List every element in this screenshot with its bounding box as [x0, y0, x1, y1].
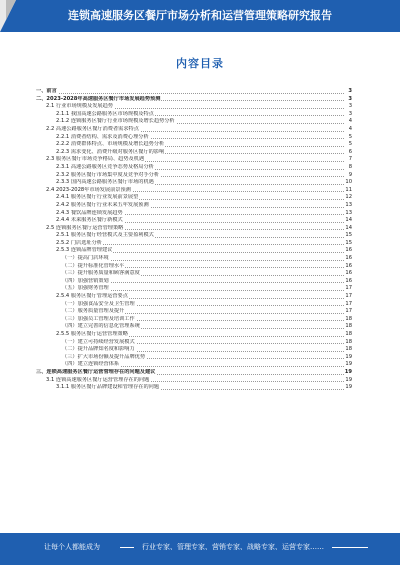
- toc-entry[interactable]: [36, 156, 352, 164]
- toc-entry-text: 2.5.3 连锁品牌管理建议: [56, 247, 113, 254]
- toc-entry-page: 5: [348, 141, 352, 148]
- toc-entry-page: 3: [348, 88, 352, 94]
- toc-entry[interactable]: [36, 88, 352, 96]
- toc-entry[interactable]: [36, 247, 352, 255]
- toc-entry-text: （三）提升服务质量和顾客满意度: [62, 270, 140, 277]
- toc-entry-page: 16: [345, 255, 352, 262]
- toc-entry[interactable]: [36, 202, 352, 210]
- toc-entry-page: 18: [345, 315, 352, 322]
- toc-entry-page: 19: [345, 384, 352, 391]
- toc-entry-page: 3: [348, 95, 352, 102]
- toc-entry-page: 16: [345, 262, 352, 269]
- toc-entry-text: （四）建立完善的信息化管理系统: [62, 323, 140, 330]
- toc-entry-page: 13: [345, 201, 352, 208]
- toc-entry-text: （五）加强财务管理: [62, 285, 109, 292]
- report-title: 连锁高速服务区餐厅市场分析和运营管理策略研究报告: [68, 9, 332, 22]
- toc-entry-text: 2.5.1 服务区餐厅经营模式及主要盈利模式: [56, 232, 154, 239]
- toc-entry-text: 2.3 服务区餐厅市场竞争格局、趋势及机遇: [46, 156, 145, 163]
- toc-entry[interactable]: [36, 293, 352, 301]
- toc-entry-text: 2.2.1 消费者结构、需求及消费心理分析: [56, 133, 149, 140]
- toc-entry-page: 9: [348, 171, 352, 178]
- toc-entry-page: 17: [345, 300, 352, 307]
- toc-leader-dots: [36, 93, 344, 94]
- toc-entry-page: 16: [345, 247, 352, 254]
- toc-entry-page: 13: [345, 209, 352, 216]
- toc-entry-page: 12: [345, 194, 352, 201]
- toc-entry-text: 2.1.1 我国高速公路服务区市场规模及特点: [56, 110, 154, 117]
- toc-entry-text: 2.3.3 国内高速公路服务区餐厅市场的机遇: [56, 179, 154, 186]
- footer-divider-right: [332, 547, 368, 548]
- toc-entry-text: （四）加强营销策划: [62, 277, 109, 284]
- toc-entry-page: 18: [345, 331, 352, 337]
- toc-entry-text: （二）服务质量管理及提升: [62, 308, 125, 315]
- toc-entry[interactable]: [36, 301, 352, 309]
- toc-entry-page: 16: [345, 277, 352, 284]
- toc-entry-page: 8: [348, 163, 352, 170]
- toc-entry-text: 2.5.4 服务区餐厅管理运营要点: [56, 293, 128, 300]
- toc-entry[interactable]: [36, 111, 352, 119]
- toc-entry-page: 6: [348, 148, 352, 155]
- toc-entry-page: 17: [345, 308, 352, 315]
- toc-entry-page: 19: [344, 368, 352, 375]
- toc-entry-page: 16: [345, 270, 352, 277]
- toc-entry-text: （二）提升标准化管理水平: [62, 262, 125, 269]
- toc-entry[interactable]: [36, 134, 352, 142]
- toc-entry-text: 2.3.2 服务区餐厅市场集中度及竞争对手分析: [56, 171, 160, 178]
- footer-banner: [0, 533, 400, 565]
- toc-entry[interactable]: [36, 285, 352, 293]
- toc-entry[interactable]: [36, 232, 352, 240]
- toc-entry-text: （一）提高门店环境: [62, 255, 109, 262]
- toc-entry[interactable]: [36, 96, 352, 104]
- toc-entry-page: 14: [345, 217, 352, 224]
- toc-entry[interactable]: [36, 172, 352, 180]
- toc-entry-text: 2.4.1 服务区餐厅行业发展前景展望: [56, 194, 139, 201]
- table-of-contents: [36, 88, 352, 392]
- toc-entry-text: 2.5.5 服务区餐厅运营管理策略: [56, 331, 128, 337]
- toc-entry-page: 19: [345, 376, 352, 383]
- toc-entry-text: 3.1.1 服务区餐厅品牌建设和管理存在的问题: [56, 384, 160, 391]
- toc-entry-text: 2.2 高速公路服务区餐厅消费者需求特点: [46, 125, 139, 132]
- toc-entry[interactable]: [36, 141, 352, 149]
- toc-entry[interactable]: [36, 225, 352, 233]
- toc-entry-page: 18: [345, 346, 352, 353]
- toc-entry-text: 三、连锁高速服务区餐厅运营管理存在的问题及建议: [36, 368, 156, 375]
- toc-entry-text: 2.4.2 服务区餐厅行业未来五年发展预测: [56, 201, 149, 208]
- toc-entry-page: 7: [348, 156, 352, 163]
- toc-entry-text: 3.1 连锁高速服务区餐厅运营管理存在的问题: [46, 376, 150, 383]
- toc-entry-text: 2.5 连锁服务区餐厅运营管理策略: [46, 224, 124, 231]
- toc-entry[interactable]: [36, 339, 352, 347]
- footer-slogan-right: 行业专家、管理专家、营销专家、战略专家、运营专家……: [142, 543, 324, 551]
- toc-entry[interactable]: [36, 308, 352, 316]
- toc-entry-page: 17: [345, 293, 352, 300]
- toc-entry-text: （二）提升品牌知名度和影响力: [62, 346, 135, 353]
- toc-entry[interactable]: [36, 384, 352, 392]
- toc-entry[interactable]: [36, 240, 352, 248]
- toc-entry[interactable]: [36, 278, 352, 286]
- toc-entry-page: 19: [345, 361, 352, 368]
- toc-entry[interactable]: [36, 331, 352, 339]
- footer-slogan-left: 让每个人都能成为: [44, 543, 100, 551]
- toc-entry-page: 4: [348, 118, 352, 125]
- toc-entry[interactable]: [36, 377, 352, 385]
- toc-heading: 内容目录: [176, 57, 224, 70]
- toc-entry[interactable]: [36, 346, 352, 354]
- toc-entry-page: 18: [345, 338, 352, 345]
- toc-entry-text: 2.4.3 餐饮品牌连锁发展趋势: [56, 209, 123, 216]
- toc-entry[interactable]: [36, 210, 352, 218]
- toc-entry-page: 5: [348, 133, 352, 140]
- toc-entry-page: 15: [345, 232, 352, 239]
- toc-entry[interactable]: [36, 194, 352, 202]
- toc-entry-page: 3: [348, 110, 352, 117]
- toc-entry[interactable]: [36, 354, 352, 362]
- toc-entry-text: 2.2.2 消费群体特点、市场规模及增长趋势分析: [56, 141, 165, 148]
- toc-entry-page: 4: [348, 125, 352, 132]
- footer-divider: [120, 547, 134, 548]
- toc-entry[interactable]: [36, 369, 352, 377]
- toc-entry-page: 15: [345, 239, 352, 246]
- toc-entry[interactable]: [36, 263, 352, 271]
- toc-entry[interactable]: [36, 103, 352, 111]
- toc-entry[interactable]: [36, 179, 352, 187]
- toc-entry-text: （四）建立连锁经营体系: [62, 361, 120, 368]
- toc-entry-page: 11: [345, 186, 352, 193]
- toc-entry-page: 17: [345, 285, 352, 292]
- toc-entry-text: （三）加强员工管理及培训工作: [62, 315, 135, 322]
- toc-entry-text: 2.1.2 连锁服务区餐厅行业市场规模及增长趋势分析: [56, 118, 175, 125]
- toc-entry-text: 2.5.2 门店选址分析: [56, 239, 102, 246]
- toc-entry[interactable]: [36, 118, 352, 126]
- toc-entry-page: 14: [345, 224, 352, 231]
- toc-entry-page: 10: [345, 179, 352, 186]
- toc-entry-text: 2.4 2023-2028年市场发展前景预测: [46, 186, 131, 193]
- toc-entry-page: 18: [345, 323, 352, 330]
- toc-entry[interactable]: [36, 270, 352, 278]
- toc-entry[interactable]: [36, 217, 352, 225]
- toc-entry-text: （三）扩大市场份额及提升品牌优势: [62, 353, 146, 360]
- toc-entry[interactable]: [36, 126, 352, 134]
- toc-entry[interactable]: [36, 164, 352, 172]
- toc-entry[interactable]: [36, 187, 352, 195]
- toc-entry-text: 2.1 行业市场规模及发展趋势: [46, 103, 113, 110]
- toc-entry-text: 一、前言: [36, 88, 57, 94]
- toc-entry-text: （一）建立可持续经营发展模式: [62, 338, 135, 345]
- toc-entry-page: 19: [345, 353, 352, 360]
- toc-entry[interactable]: [36, 323, 352, 331]
- toc-entry[interactable]: [36, 255, 352, 263]
- toc-entry-text: （一）加强食品安全及卫生管理: [62, 300, 135, 307]
- toc-entry[interactable]: [36, 361, 352, 369]
- toc-entry-text: 二、2023-2028年高速服务区餐厅市场发展趋势预测: [36, 95, 161, 102]
- toc-entry-text: 2.2.3 需求变化、消费升级对服务区餐厅的影响: [56, 148, 165, 155]
- toc-entry[interactable]: [36, 149, 352, 157]
- toc-entry[interactable]: [36, 316, 352, 324]
- toc-entry-text: 2.4.4 未来服务区餐厅新模式: [56, 217, 123, 224]
- toc-entry-text: 2.3.1 高速公路服务区竞争态势及格局分析: [56, 163, 154, 170]
- toc-entry-page: 3: [348, 103, 352, 110]
- header-banner: [0, 0, 400, 32]
